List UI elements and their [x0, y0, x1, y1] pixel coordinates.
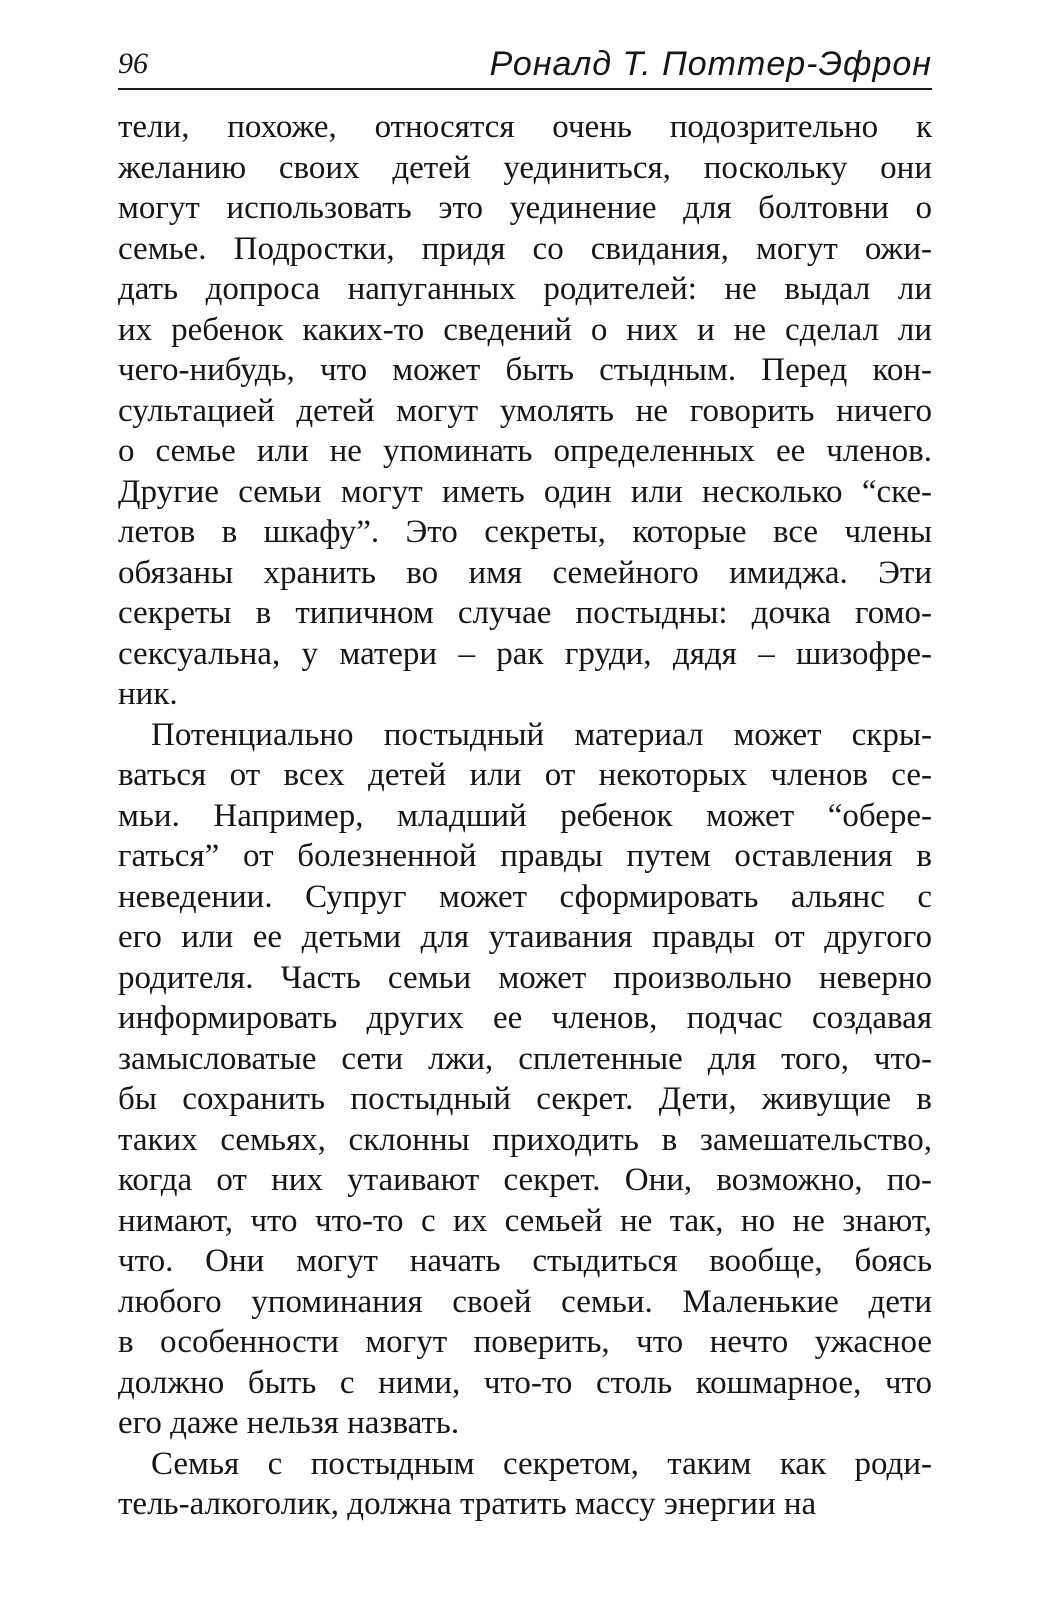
text-line: Семья с постыдным секретом, таким как роди- — [151, 1445, 932, 1482]
text-line: таких семьях, склонны приходить в замешательство, — [118, 1121, 932, 1158]
text-line: сексуальна, у матери – рак груди, дядя – шизофре- — [118, 635, 932, 672]
text-line: его или ее детьми для утаивания правды от другого — [118, 919, 932, 955]
running-title: Роналд Т. Поттер-Эфрон — [489, 45, 932, 83]
paragraph — [118, 107, 932, 715]
text-line: секреты в типичном случае постыдны: дочка гомо- — [118, 595, 932, 631]
text-line: желанию своих детей уединиться, поскольку они — [118, 149, 932, 186]
page-number: 96 — [118, 47, 148, 80]
text-line: замысловатые сети лжи, сплетенные для того, что- — [118, 1040, 932, 1077]
text-line: семье. Подростки, придя со свидания, могут ожи- — [118, 230, 932, 267]
paragraph — [118, 1444, 932, 1525]
text-line: чего-нибудь, что может быть стыдным. Перед кон- — [118, 352, 932, 388]
body-text — [118, 107, 932, 1525]
text-line: что. Они могут начать стыдиться вообще, боясь — [118, 1243, 932, 1279]
text-line: обязаны хранить во имя семейного имиджа. Эти — [118, 554, 932, 591]
text-line: сультацией детей могут умолять не говорить ничего — [118, 392, 932, 429]
text-line: мьи. Например, младший ребенок может “обере- — [118, 797, 932, 834]
text-line: могут использовать это уединение для болтовни о — [118, 190, 932, 226]
text-line: гаться” от болезненной правды путем оставления в — [118, 838, 932, 874]
text-line: Потенциально постыдный материал может скры- — [151, 716, 932, 753]
text-line: о семье или не упоминать определенных ее членов. — [118, 433, 932, 469]
text-line: нимают, что что-то с их семьей не так, но не знают, — [118, 1202, 932, 1239]
text-line: любого упоминания своей семьи. Маленькие дети — [118, 1283, 932, 1320]
text-line: их ребенок каких-то сведений о них и не сделал ли — [118, 311, 932, 348]
text-line: ник. — [118, 676, 178, 712]
text-line: Другие семьи могут иметь один или несколько “ске- — [118, 473, 932, 510]
text-line: информировать других ее членов, подчас создавая — [118, 1000, 932, 1036]
text-line: летов в шкафу”. Это секреты, которые все члены — [118, 514, 932, 550]
text-line: тели, похоже, относятся очень подозрительно к — [118, 109, 932, 145]
text-line: неведении. Супруг может сформировать альянс с — [118, 878, 932, 915]
text-line: его даже нельзя назвать. — [118, 1405, 460, 1441]
text-line: когда от них утаивают секрет. Они, возможно, по- — [118, 1162, 932, 1198]
text-line: родителя. Часть семьи может произвольно неверно — [118, 959, 932, 996]
text-line: тель-алкоголик, должна тратить массу энергии на — [118, 1486, 817, 1522]
running-header — [118, 40, 932, 90]
paragraph — [118, 715, 932, 1444]
text-line: бы сохранить постыдный секрет. Дети, живущие в — [118, 1081, 932, 1117]
text-line: дать допроса напуганных родителей: не выдал ли — [118, 271, 932, 307]
text-line: ваться от всех детей или от некоторых членов се- — [118, 757, 932, 793]
text-line: должно быть с ними, что-то столь кошмарное, что — [118, 1364, 932, 1401]
text-line: в особенности могут поверить, что нечто ужасное — [118, 1324, 932, 1360]
